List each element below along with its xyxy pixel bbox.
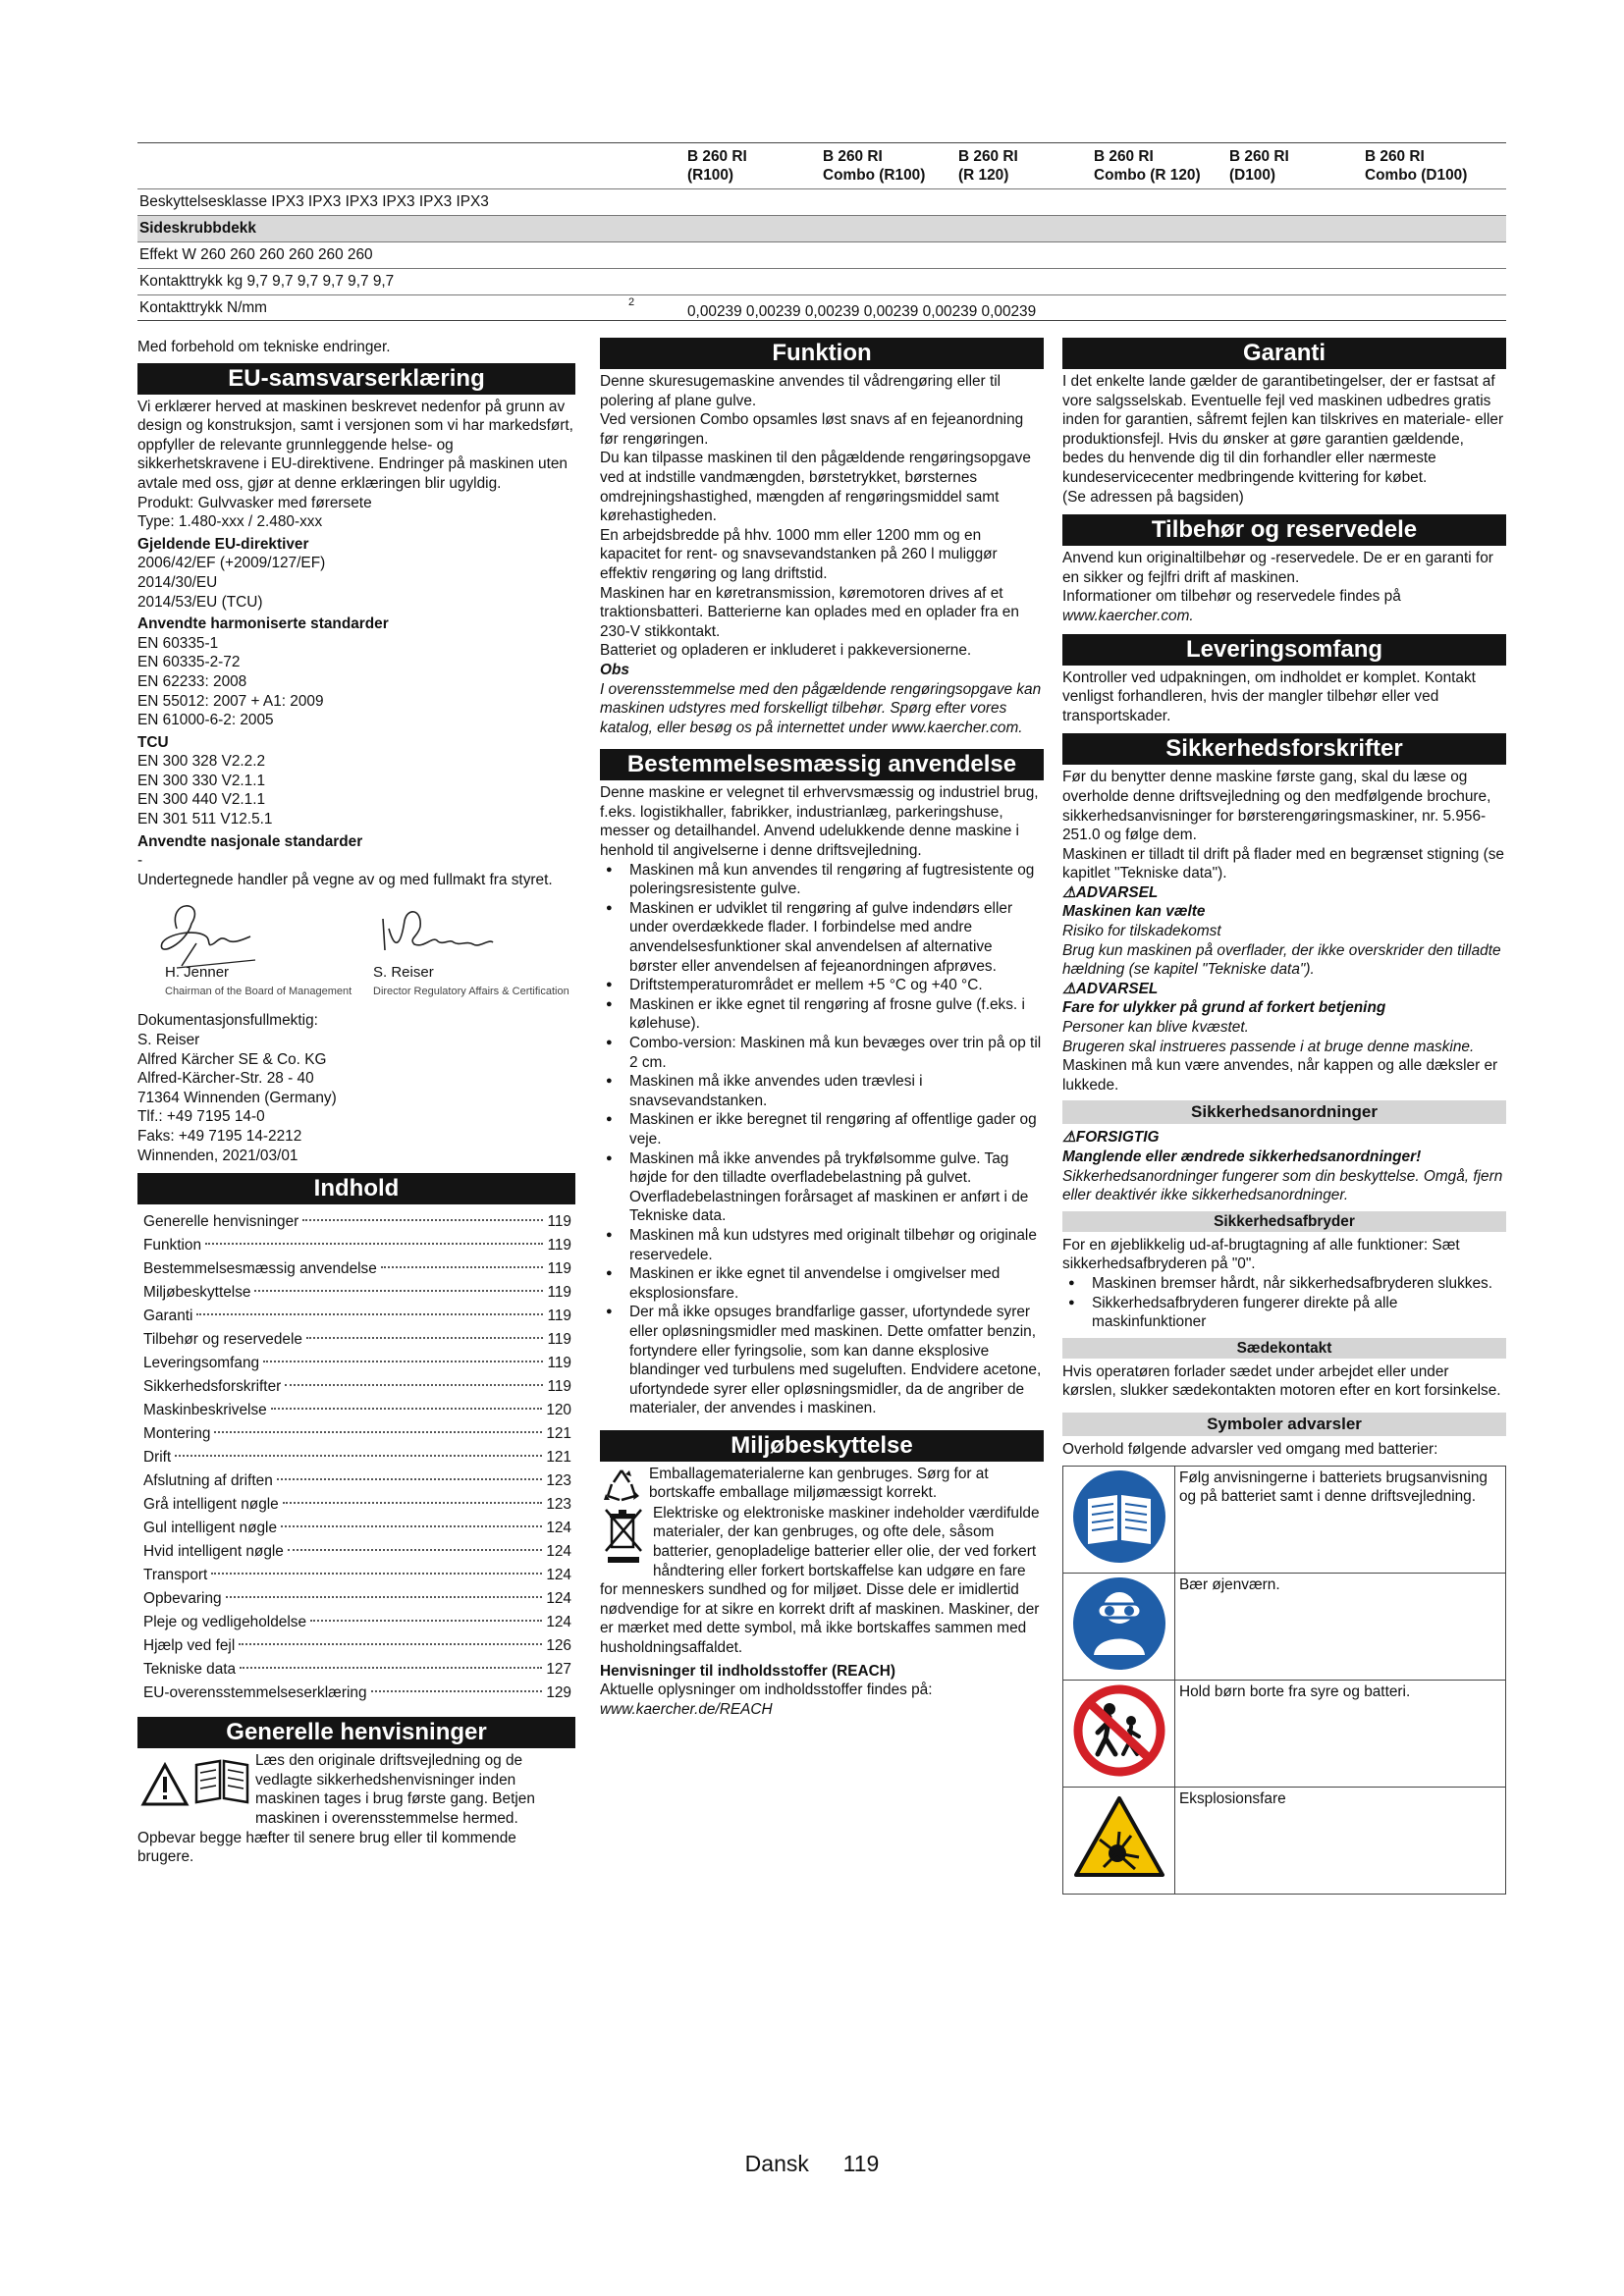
switch-text: For en øjeblikkelig ud-af-brugtagning af alle funktioner: Sæt sikkerhedsafbryderen på "0".	[1062, 1236, 1460, 1273]
list-item: ● Maskinen må kun anvendes til rengøring af fugtresistente og poleringsresistente gulve.	[600, 861, 1044, 899]
accessories-link[interactable]: www.kaercher.com.	[1062, 607, 1194, 624]
section-title-accessories: Tilbehør og reservedele	[1062, 514, 1506, 546]
table-row	[1063, 1787, 1506, 1894]
intended-use-list	[600, 861, 1044, 1418]
list-item: ● Maskinen må kun udstyres med originalt tilbehør og originale reservedele.	[600, 1226, 1044, 1264]
section-title-function: Funktion	[600, 338, 1044, 369]
general-icons	[137, 1751, 255, 1810]
spec-col-header: B 260 RI Combo (R 120)	[1094, 148, 1201, 184]
section-title-delivery: Leveringsomfang	[1062, 634, 1506, 666]
manual-book-icon	[192, 1755, 251, 1804]
toc-item[interactable]: Leveringsomfang 119	[143, 1355, 571, 1372]
eye-protection-icon	[1070, 1575, 1168, 1673]
toc-item[interactable]: Maskinbeskrivelse 120	[143, 1402, 571, 1419]
table-of-contents	[137, 1207, 575, 1705]
spec-col-header: B 260 RI Combo (D100)	[1365, 148, 1468, 184]
seat-text: Hvis operatøren forlader sædet under arbejdet eller under kørslen, slukker sædekontakten motoren efter en kort forsinkelse.	[1062, 1362, 1501, 1400]
function-para: En arbejdsbredde på hhv. 1000 mm eller 1200 mm og en kapacitet for rent- og snavsevandstanken på 260 l muliggør effektiv rengøring og lang driftstid.	[600, 526, 998, 582]
subsection-title-seat: Sædekontakt	[1062, 1338, 1506, 1359]
national-dash: -	[137, 852, 143, 870]
recycling-icon	[602, 1467, 641, 1506]
section-title-intended-use: Bestemmelsesmæssig anvendelse	[600, 749, 1044, 780]
toc-item[interactable]: Sikkerhedsforskrifter 119	[143, 1378, 571, 1396]
list-item: ● Maskinen bremser hårdt, når sikkerhedsafbryderen slukkes.	[1062, 1274, 1506, 1294]
spec-row-superscript: 2	[628, 296, 635, 308]
standard-item: EN 62233: 2008	[137, 672, 247, 690]
safety-text-2: Maskinen er tilladt til drift på flader med en begrænset stigning (se kapitlet "Tekniske data").	[1062, 845, 1504, 882]
section-title-warranty: Garanti	[1062, 338, 1506, 369]
list-item: ● Combo-version: Maskinen må kun bevæges over trin på op til 2 cm.	[600, 1034, 1044, 1072]
general-text-2: Opbevar begge hæfter til senere brug eller til kommende brugere.	[137, 1829, 516, 1866]
standard-item: EN 301 511 V12.5.1	[137, 811, 273, 828]
spec-row: Kontakttrykk kg 9,7 9,7 9,7 9,7 9,7 9,7	[137, 268, 1506, 294]
standard-item: EN 55012: 2007 + A1: 2009	[137, 692, 324, 710]
toc-item[interactable]: EU-overensstemmelseserklæring 129	[143, 1684, 571, 1702]
reach-link[interactable]: www.kaercher.de/REACH	[600, 1700, 773, 1718]
keep-children-away-icon	[1070, 1682, 1168, 1780]
list-item: ● Maskinen er udviklet til rengøring af gulve indendørs eller under overdækkede flader. I forbindelse med andre anvendelsesfunktioner skal anvendelsen af alternative børster eller anvendelsen af fejeanordningen afprøves.	[600, 899, 1044, 976]
standard-item: EN 60335-2-72	[137, 654, 241, 671]
eu-type: Type: 1.480-xxx / 2.480-xxx	[137, 513, 323, 531]
caution-text: Sikkerhedsanordninger fungerer som din beskyttelse. Omgå, fjern eller deaktivér ikke sikkerhedsanordninger.	[1062, 1167, 1503, 1204]
signatory-1-role: Chairman of the Board of Management	[165, 986, 352, 998]
directive-item: 2014/53/EU (TCU)	[137, 593, 263, 611]
symbol-text: Hold børn borte fra syre og batteri.	[1175, 1680, 1506, 1787]
spec-col-header: B 260 RI (D100)	[1229, 148, 1289, 184]
safety-text: Før du benytter denne maskine første gang, skal du læse og overholde denne driftsvejledning og den medfølgende brochure, sikkerhedsanvisninger for børsterengøringsmaskiner, nr. 5.956-251.0 og følge dem.	[1062, 769, 1491, 844]
toc-item[interactable]: Afslutning af driften 123	[143, 1472, 571, 1490]
toc-item[interactable]: Garanti 119	[143, 1308, 571, 1325]
standard-item: EN 61000-6-2: 2005	[137, 712, 274, 729]
list-item: ● Maskinen må ikke anvendes på trykfølsomme gulve. Tag højde for den tilladte overfladebelastning på gulvet. Overfladebelastningen forårsaget af maskinen er anført i de Tekniske data.	[600, 1149, 1044, 1226]
column-left	[137, 338, 575, 1867]
signatory-1-name: H. Jenner	[165, 964, 230, 982]
column-right	[1062, 338, 1506, 1895]
symbol-text: Bær øjenværn.	[1175, 1573, 1506, 1680]
signatures	[137, 889, 575, 998]
explosion-hazard-icon	[1070, 1789, 1168, 1887]
reach-text: Aktuelle oplysninger om indholdsstoffer findes på:	[600, 1682, 933, 1699]
spec-col-header: B 260 RI (R100)	[687, 148, 747, 184]
doc-line: Winnenden, 2021/03/01	[137, 1147, 298, 1164]
warranty-text: I det enkelte lande gælder de garantibetingelser, der er fastsat af vore salgsselskab. Eventuelle fejl ved maskinen udbedres gratis inden for garantien, såfremt fejlen kan tilskrives en materiale- eller produktionsfejl. Hvis du ønsker at gøre garantien gældende, bedes du henvende dig til din forhandler eller nærmeste kundeservicecenter medbringende kvittering for købet.	[1062, 373, 1504, 486]
intended-intro: Denne maskine er velegnet til erhvervsmæssig og industriel brug, f.eks. logistikhaller, fabrikker, industrianlæg, parkeringshuse, messer og detailhandel. Anvend udelukkende denne maskine i henhold til angivelserne i denne driftsvejledning.	[600, 784, 1039, 860]
toc-item[interactable]: Generelle henvisninger 119	[143, 1213, 571, 1231]
list-item: ● Sikkerhedsafbryderen fungerer direkte på alle maskinfunktioner	[1062, 1294, 1506, 1332]
spec-col-header: B 260 RI (R 120)	[958, 148, 1018, 184]
toc-item[interactable]: Montering 121	[143, 1425, 571, 1443]
safety-covers-text: Maskinen må kun være anvendes, når kappen og alle dæksler er lukkede.	[1062, 1057, 1498, 1094]
eu-intro: Vi erklærer herved at maskinen beskrevet nedenfor på grunn av design og konstruksjon, samt i versjonen som vi har markedsført, oppfyller de relevante grunnleggende helse- og sikkerhetskravene i EU-direktivene. Endringer på maskinen uten avtale med oss, gjør at denne erklæringen blir ugyldig.	[137, 398, 573, 492]
function-para: Ved versionen Combo opsamles løst snavs af en fejeanordning før rengøringen.	[600, 411, 1024, 448]
env-weee-text: Elektriske og elektroniske maskiner indeholder værdifulde materialer, der kan genbruges, og ofte dele, såsom batterier, genopladelige batterier eller olie, der ved forkert håndtering eller forkert bortskaffelse kan udgøre en fare for menneskers sundhed og for miljøet. Disse dele er imidlertid nødvendige for at sikre en korrekt drift af maskinen. Maskiner, der er mærket med dette symbol, må ikke bortskaffes sammen med husholdningsaffaldet.	[600, 1504, 1040, 1657]
doc-line: 71364 Winnenden (Germany)	[137, 1089, 337, 1106]
caution-heading: Manglende eller ændrede sikkerhedsanordninger!	[1062, 1148, 1422, 1165]
spec-table	[137, 142, 1506, 321]
subsection-title-symbols: Symboler advarsler	[1062, 1413, 1506, 1436]
warning-risk: Risiko for tilskadekomst	[1062, 923, 1221, 940]
symbol-cell	[1063, 1466, 1175, 1573]
harmonised-title: Anvendte harmoniserte standarder	[137, 615, 389, 633]
warning-label: ⚠ADVARSEL	[1062, 883, 1159, 901]
symbols-intro: Overhold følgende advarsler ved omgang med batterier:	[1062, 1440, 1438, 1458]
standard-item: EN 300 328 V2.2.2	[137, 753, 266, 771]
signed-statement: Undertegnede handler på vegne av og med fullmakt fra styret.	[137, 871, 553, 888]
general-text: Læs den originale driftsvejledning og de vedlagte sikkerhedshenvisninger inden maskinen tages i brug første gang. Betjen maskinen i overensstemmelse hermed.	[255, 1752, 535, 1827]
doc-line: S. Reiser	[137, 1032, 200, 1049]
symbol-text: Følg anvisningerne i batteriets brugsanvisning og på batteriet samt i denne driftsvejledning.	[1175, 1466, 1506, 1573]
symbols-table	[1062, 1466, 1506, 1895]
table-row	[1063, 1466, 1506, 1573]
toc-item[interactable]: Drift 121	[143, 1449, 571, 1467]
toc-item[interactable]: Pleje og vedligeholdelse 124	[143, 1614, 571, 1631]
delivery-text: Kontroller ved udpakningen, om indholdet er komplet. Kontakt venligst forhandleren, hvis der mangler tilbehør eller ved transportskader.	[1062, 668, 1476, 724]
warning-text: Brugeren skal instrueres passende i at bruge denne maskine.	[1062, 1038, 1475, 1055]
subsection-title-devices: Sikkerhedsanordninger	[1062, 1100, 1506, 1124]
obs-text: I overensstemmelse med den pågældende rengøringsopgave kan maskinen udstyres med forskelligt tilbehør. Spørg efter vores katalog, eller besøg os på internettet under www.kaercher.com.	[600, 680, 1042, 736]
spec-table-header	[137, 142, 1506, 188]
directive-item: 2014/30/EU	[137, 573, 218, 591]
list-item: ● Maskinen må ikke anvendes uden trævlesi i snavsevandstanken.	[600, 1072, 1044, 1110]
signatory-2-name: S. Reiser	[373, 964, 434, 982]
warning-heading: Fare for ulykker på grund af forkert betjening	[1062, 999, 1386, 1017]
spec-row	[137, 294, 1506, 321]
standard-item: EN 60335-1	[137, 634, 219, 652]
standard-item: EN 300 330 V2.1.1	[137, 772, 266, 789]
column-middle	[600, 338, 1044, 1719]
directive-item: 2006/42/EF (+2009/127/EF)	[137, 555, 326, 572]
list-item: ● Maskinen er ikke egnet til anvendelse i omgivelser med eksplosionsfare.	[600, 1264, 1044, 1303]
doc-line: Alfred Kärcher SE & Co. KG	[137, 1050, 327, 1068]
warning-heading: Maskinen kan vælte	[1062, 903, 1206, 921]
doc-line: Dokumentasjonsfullmektig:	[137, 1012, 318, 1030]
warning-label: ⚠ADVARSEL	[1062, 980, 1159, 997]
caution-label: ⚠FORSIGTIG	[1062, 1129, 1160, 1147]
toc-item[interactable]: Tilbehør og reservedele 119	[143, 1331, 571, 1349]
section-title-environment: Miljøbeskyttelse	[600, 1430, 1044, 1462]
directives-title: Gjeldende EU-direktiver	[137, 535, 309, 553]
toc-item[interactable]: Hjælp ved fejl 126	[143, 1637, 571, 1655]
reach-title: Henvisninger til indholdsstoffer (REACH)	[600, 1662, 895, 1680]
table-row	[1063, 1573, 1506, 1680]
warning-risk: Personer kan blive kvæstet.	[1062, 1019, 1249, 1037]
toc-item[interactable]: Gul intelligent nøgle 124	[143, 1520, 571, 1537]
signatory-2-role: Director Regulatory Affairs & Certification	[373, 986, 569, 998]
symbol-cell	[1063, 1573, 1175, 1680]
doc-line: Alfred-Kärcher-Str. 28 - 40	[137, 1070, 314, 1088]
env-recycle-block	[600, 1465, 1044, 1504]
env-recycle-text: Emballagematerialerne kan genbruges. Sørg for at bortskaffe emballage miljømæssigt korrekt.	[649, 1465, 989, 1502]
spec-row-label: Kontakttrykk N/mm	[139, 299, 267, 316]
section-title-general: Generelle henvisninger	[137, 1717, 575, 1748]
symbol-cell	[1063, 1680, 1175, 1787]
footer-language: Dansk	[744, 2151, 809, 2176]
page-footer	[0, 2151, 1624, 2176]
national-title: Anvendte nasjonale standarder	[137, 832, 363, 850]
general-notes	[137, 1751, 575, 1867]
section-title-eu: EU-samsvarserklæring	[137, 363, 575, 395]
spec-row-section: Sideskrubbdekk	[137, 215, 1506, 241]
list-item: ● Driftstemperaturområdet er mellem +5 °C og +40 °C.	[600, 976, 1044, 995]
list-item: ● Der må ikke opsuges brandfarlige gasser, ufortyndede syrer eller opløsningsmidler med maskinen. Dette omfatter benzin, fortyndere eller fyringsolie, som kan danne eksplosive blandinger ved turbulens med sugeluften. Endvidere acetone, ufortyndede syrer eller opløsningsmidler, da de angriber de materialer, der anvendes i maskinen.	[600, 1303, 1044, 1418]
toc-item[interactable]: Transport 124	[143, 1567, 571, 1584]
tech-note: Med forbehold om tekniske endringer.	[137, 339, 391, 355]
spec-row: Beskyttelsesklasse IPX3 IPX3 IPX3 IPX3 IPX3 IPX3	[137, 188, 1506, 215]
toc-item[interactable]: Tekniske data 127	[143, 1661, 571, 1679]
function-para: Maskinen har en køretransmission, køremotoren drives af et traktionsbatteri. Batterierne kan oplades med en oplader fra en 230-V stikkontakt.	[600, 584, 1019, 640]
accessories-text-2: Informationer om tilbehør og reservedele findes på	[1062, 588, 1401, 606]
tcu-title: TCU	[137, 733, 169, 751]
doc-line: Faks: +49 7195 14-2212	[137, 1128, 302, 1145]
obs-title: Obs	[600, 661, 629, 678]
toc-item[interactable]: Hvid intelligent nøgle 124	[143, 1543, 571, 1561]
spec-col-header: B 260 RI Combo (R100)	[823, 148, 926, 184]
section-title-safety: Sikkerhedsforskrifter	[1062, 733, 1506, 765]
switch-list	[1062, 1274, 1506, 1332]
section-title-toc: Indhold	[137, 1173, 575, 1204]
crossed-bin-icon	[602, 1506, 645, 1569]
standard-item: EN 300 440 V2.1.1	[137, 791, 266, 809]
eu-product: Produkt: Gulvvasker med førersete	[137, 494, 372, 511]
spec-row-values: 0,00239 0,00239 0,00239 0,00239 0,00239 0,00239	[687, 303, 1037, 320]
symbol-text: Eksplosionsfare	[1175, 1787, 1506, 1894]
toc-item[interactable]: Bestemmelsesmæssig anvendelse 119	[143, 1260, 571, 1278]
warranty-address: (Se adressen på bagsiden)	[1062, 488, 1244, 506]
subsection-title-switch: Sikkerhedsafbryder	[1062, 1211, 1506, 1232]
env-weee-block	[600, 1504, 1044, 1658]
symbol-cell	[1063, 1787, 1175, 1894]
toc-item[interactable]: Funktion 119	[143, 1237, 571, 1255]
function-para: Denne skuresugemaskine anvendes til vådrengøring eller til polering af plane gulve.	[600, 373, 1001, 409]
toc-item[interactable]: Opbevaring 124	[143, 1590, 571, 1608]
toc-item[interactable]: Grå intelligent nøgle 123	[143, 1496, 571, 1514]
list-item: ● Maskinen er ikke egnet til rengøring af frosne gulve (f.eks. i kølehuse).	[600, 995, 1044, 1034]
read-manual-icon	[1070, 1468, 1168, 1566]
table-row	[1063, 1680, 1506, 1787]
function-para: Batteriet og opladeren er inkluderet i pakkeversionerne.	[600, 642, 972, 660]
toc-item[interactable]: Miljøbeskyttelse 119	[143, 1284, 571, 1302]
accessories-text: Anvend kun originaltilbehør og -reservedele. De er en garanti for en sikker og fejlfri drift af maskinen.	[1062, 550, 1493, 586]
warning-text: Brug kun maskinen på overflader, der ikke overskrider den tilladte hældning (se kapitel "Tekniske data").	[1062, 941, 1501, 979]
list-item: ● Maskinen er ikke beregnet til rengøring af offentlige gader og veje.	[600, 1110, 1044, 1148]
doc-line: Tlf.: +49 7195 14-0	[137, 1108, 265, 1126]
function-para: Du kan tilpasse maskinen til den pågældende rengøringsopgave ved at indstille vandmængden, børstetrykket, børsternes omdrejningshastighed, mængden af rengøringsmiddel samt kørehastigheden.	[600, 450, 1031, 525]
page-number: 119	[842, 2151, 880, 2176]
spec-row: Effekt W 260 260 260 260 260 260	[137, 241, 1506, 268]
